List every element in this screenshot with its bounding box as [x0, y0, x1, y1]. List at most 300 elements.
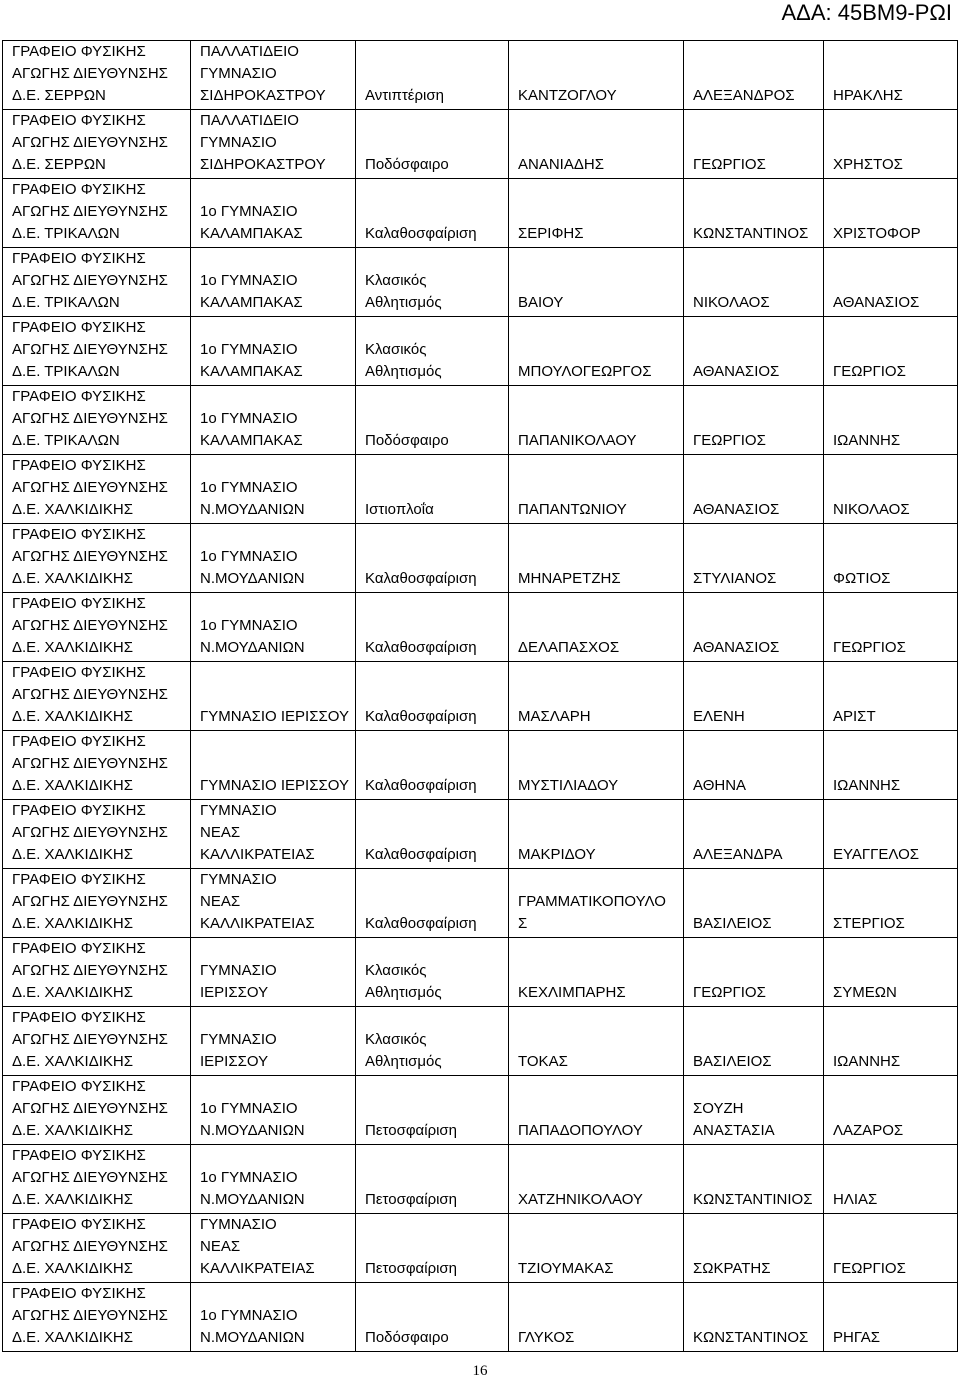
cell-line: ΑΓΩΓΗΣ ΔΙΕΥΘΥΝΣΗΣ — [12, 1031, 168, 1048]
sport-cell — [356, 179, 509, 248]
cell-line: ΑΓΩΓΗΣ ΔΙΕΥΘΥΝΣΗΣ — [12, 893, 168, 910]
office-cell — [3, 524, 191, 593]
cell-line: Καλαθοσφαίριση — [365, 777, 477, 794]
cell-line: ΓΡΑΦΕΙΟ ΦΥΣΙΚΗΣ — [12, 319, 146, 336]
office-cell — [3, 386, 191, 455]
surname-cell — [509, 938, 684, 1007]
cell-line: ΚΩΝΣΤΑΝΤΙΝΟΣ — [693, 1329, 809, 1346]
cell-line: ΓΛΥΚΟΣ — [518, 1329, 575, 1346]
cell-line: Καλαθοσφαίριση — [365, 846, 477, 863]
sport-cell — [356, 731, 509, 800]
cell-line: ΚΑΛΑΜΠΑΚΑΣ — [200, 294, 303, 311]
sport-cell — [356, 1145, 509, 1214]
school-cell — [191, 1007, 356, 1076]
table-row — [3, 1214, 958, 1283]
cell-line: 1ο ΓΥΜΝΑΣΙΟ — [200, 203, 298, 220]
cell-line: ΝΕΑΣ — [200, 824, 241, 841]
fathername-cell — [824, 110, 958, 179]
cell-line: ΚΩΝΣΤΑΝΤΙΝΟΣ — [693, 225, 809, 242]
cell-line: 1ο ΓΥΜΝΑΣΙΟ — [200, 341, 298, 358]
cell-line: ΑΘΑΝΑΣΙΟΣ — [693, 363, 780, 380]
cell-line: Δ.Ε. ΧΑΛΚΙΔΙΚΗΣ — [12, 1329, 134, 1346]
cell-line: ΙΩΑΝΝΗΣ — [833, 777, 901, 794]
cell-line: Δ.Ε. ΧΑΛΚΙΔΙΚΗΣ — [12, 1191, 134, 1208]
cell-line: 1ο ΓΥΜΝΑΣΙΟ — [200, 272, 298, 289]
cell-line: ΓΡΑΦΕΙΟ ΦΥΣΙΚΗΣ — [12, 526, 146, 543]
sport-cell — [356, 317, 509, 386]
teacher-assignments-table — [2, 40, 958, 1352]
surname-cell — [509, 110, 684, 179]
fathername-cell — [824, 1007, 958, 1076]
cell-line: Δ.Ε. ΧΑΛΚΙΔΙΚΗΣ — [12, 1260, 134, 1277]
cell-line: ΓΡΑΦΕΙΟ ΦΥΣΙΚΗΣ — [12, 595, 146, 612]
cell-line: ΙΕΡΙΣΣΟΥ — [200, 984, 269, 1001]
cell-line: ΠΑΛΛΑΤΙΔΕΙΟ — [200, 43, 299, 60]
fathername-cell — [824, 1283, 958, 1352]
office-cell — [3, 1007, 191, 1076]
cell-line: 1ο ΓΥΜΝΑΣΙΟ — [200, 617, 298, 634]
school-cell — [191, 869, 356, 938]
firstname-cell — [684, 248, 824, 317]
cell-line: ΛΑΖΑΡΟΣ — [833, 1122, 904, 1139]
firstname-cell — [684, 41, 824, 110]
table-row — [3, 1076, 958, 1145]
cell-line: ΑΓΩΓΗΣ ΔΙΕΥΘΥΝΣΗΣ — [12, 272, 168, 289]
cell-line: Δ.Ε. ΣΕΡΡΩΝ — [12, 87, 106, 104]
cell-line: Σ — [518, 915, 528, 932]
cell-line: ΝΙΚΟΛΑΟΣ — [833, 501, 910, 518]
cell-line: ΙΩΑΝΝΗΣ — [833, 432, 901, 449]
surname-cell — [509, 524, 684, 593]
cell-line: Δ.Ε. ΧΑΛΚΙΔΙΚΗΣ — [12, 501, 134, 518]
sport-cell — [356, 1214, 509, 1283]
cell-line: 1ο ΓΥΜΝΑΣΙΟ — [200, 410, 298, 427]
cell-line: ΓΕΩΡΓΙΟΣ — [833, 363, 906, 380]
table-row — [3, 869, 958, 938]
cell-line: Αντιπτέριση — [365, 87, 444, 104]
cell-line: Ποδόσφαιρο — [365, 432, 449, 449]
cell-line: ΝΕΑΣ — [200, 893, 241, 910]
cell-line: ΑΝΑΝΙΑΔΗΣ — [518, 156, 604, 173]
cell-line: 1ο ΓΥΜΝΑΣΙΟ — [200, 548, 298, 565]
cell-line: Δ.Ε. ΤΡΙΚΑΛΩΝ — [12, 294, 120, 311]
cell-line: ΣΤΕΡΓΙΟΣ — [833, 915, 905, 932]
sport-cell — [356, 1076, 509, 1145]
cell-line: ΓΡΑΦΕΙΟ ΦΥΣΙΚΗΣ — [12, 940, 146, 957]
cell-line: ΚΕΧΛΙΜΠΑΡΗΣ — [518, 984, 626, 1001]
office-cell — [3, 179, 191, 248]
fathername-cell — [824, 662, 958, 731]
cell-line: ΑΓΩΓΗΣ ΔΙΕΥΘΥΝΣΗΣ — [12, 962, 168, 979]
cell-line: ΠΑΛΛΑΤΙΔΕΙΟ — [200, 112, 299, 129]
cell-line: Κλασικός — [365, 341, 427, 358]
cell-line: ΚΑΛΛΙΚΡΑΤΕΙΑΣ — [200, 846, 315, 863]
cell-line: ΑΛΕΞΑΝΔΡΑ — [693, 846, 783, 863]
fathername-cell — [824, 455, 958, 524]
cell-line: ΓΥΜΝΑΣΙΟ — [200, 1216, 277, 1233]
cell-line: Ποδόσφαιρο — [365, 1329, 449, 1346]
cell-line: ΓΥΜΝΑΣΙΟ — [200, 962, 277, 979]
fathername-cell — [824, 248, 958, 317]
fathername-cell — [824, 386, 958, 455]
cell-line: ΑΘΗΝΑ — [693, 777, 747, 794]
cell-line: ΚΑΛΑΜΠΑΚΑΣ — [200, 432, 303, 449]
cell-line: ΣΥΜΕΩΝ — [833, 984, 897, 1001]
sport-cell — [356, 110, 509, 179]
surname-cell — [509, 869, 684, 938]
surname-cell — [509, 1145, 684, 1214]
cell-line: Αθλητισμός — [365, 363, 442, 380]
cell-line: ΑΓΩΓΗΣ ΔΙΕΥΘΥΝΣΗΣ — [12, 824, 168, 841]
cell-line: Αθλητισμός — [365, 1053, 442, 1070]
cell-line: Ν.ΜΟΥΔΑΝΙΩΝ — [200, 501, 305, 518]
sport-cell — [356, 1283, 509, 1352]
office-cell — [3, 938, 191, 1007]
firstname-cell — [684, 938, 824, 1007]
cell-line: ΑΓΩΓΗΣ ΔΙΕΥΘΥΝΣΗΣ — [12, 1100, 168, 1117]
surname-cell — [509, 593, 684, 662]
office-cell — [3, 869, 191, 938]
firstname-cell — [684, 662, 824, 731]
firstname-cell — [684, 869, 824, 938]
cell-line: ΓΥΜΝΑΣΙΟ ΙΕΡΙΣΣΟΥ — [200, 708, 349, 725]
cell-line: ΣΙΔΗΡΟΚΑΣΤΡΟΥ — [200, 87, 326, 104]
table-row — [3, 731, 958, 800]
cell-line: ΙΕΡΙΣΣΟΥ — [200, 1053, 269, 1070]
firstname-cell — [684, 593, 824, 662]
cell-line: ΑΓΩΓΗΣ ΔΙΕΥΘΥΝΣΗΣ — [12, 410, 168, 427]
cell-line: Κλασικός — [365, 1031, 427, 1048]
cell-line: ΚΑΝΤΖΟΓΛΟΥ — [518, 87, 617, 104]
cell-line: ΑΓΩΓΗΣ ΔΙΕΥΘΥΝΣΗΣ — [12, 548, 168, 565]
office-cell — [3, 662, 191, 731]
table-row — [3, 662, 958, 731]
cell-line: ΠΑΠΑΝΙΚΟΛΑΟΥ — [518, 432, 637, 449]
cell-line: ΑΘΑΝΑΣΙΟΣ — [693, 501, 780, 518]
cell-line: ΑΓΩΓΗΣ ΔΙΕΥΘΥΝΣΗΣ — [12, 203, 168, 220]
table-row — [3, 1007, 958, 1076]
office-cell — [3, 110, 191, 179]
cell-line: ΓΡΑΦΕΙΟ ΦΥΣΙΚΗΣ — [12, 457, 146, 474]
cell-line: ΓΡΑΦΕΙΟ ΦΥΣΙΚΗΣ — [12, 250, 146, 267]
cell-line: Ποδόσφαιρο — [365, 156, 449, 173]
surname-cell — [509, 800, 684, 869]
fathername-cell — [824, 1214, 958, 1283]
cell-line: ΝΙΚΟΛΑΟΣ — [693, 294, 770, 311]
sport-cell — [356, 1007, 509, 1076]
cell-line: ΚΑΛΑΜΠΑΚΑΣ — [200, 363, 303, 380]
cell-line: Ν.ΜΟΥΔΑΝΙΩΝ — [200, 1122, 305, 1139]
cell-line: Δ.Ε. ΧΑΛΚΙΔΙΚΗΣ — [12, 708, 134, 725]
school-cell — [191, 455, 356, 524]
firstname-cell — [684, 455, 824, 524]
fathername-cell — [824, 317, 958, 386]
cell-line: Δ.Ε. ΧΑΛΚΙΔΙΚΗΣ — [12, 1122, 134, 1139]
firstname-cell — [684, 1214, 824, 1283]
table-row — [3, 524, 958, 593]
cell-line: ΗΛΙΑΣ — [833, 1191, 878, 1208]
cell-line: ΓΥΜΝΑΣΙΟ — [200, 65, 277, 82]
cell-line: Ν.ΜΟΥΔΑΝΙΩΝ — [200, 570, 305, 587]
surname-cell — [509, 1283, 684, 1352]
cell-line: ΑΓΩΓΗΣ ΔΙΕΥΘΥΝΣΗΣ — [12, 1169, 168, 1186]
surname-cell — [509, 1007, 684, 1076]
school-cell — [191, 731, 356, 800]
cell-line: Δ.Ε. ΧΑΛΚΙΔΙΚΗΣ — [12, 984, 134, 1001]
cell-line: ΑΡΙΣΤ — [833, 708, 876, 725]
table-body — [3, 41, 958, 1352]
cell-line: Δ.Ε. ΧΑΛΚΙΔΙΚΗΣ — [12, 915, 134, 932]
firstname-cell — [684, 1145, 824, 1214]
cell-line: ΧΑΤΖΗΝΙΚΟΛΑΟΥ — [518, 1191, 643, 1208]
cell-line: ΑΓΩΓΗΣ ΔΙΕΥΘΥΝΣΗΣ — [12, 1238, 168, 1255]
fathername-cell — [824, 800, 958, 869]
cell-line: Δ.Ε. ΧΑΛΚΙΔΙΚΗΣ — [12, 639, 134, 656]
cell-line: ΑΓΩΓΗΣ ΔΙΕΥΘΥΝΣΗΣ — [12, 479, 168, 496]
firstname-cell — [684, 1283, 824, 1352]
fathername-cell — [824, 1145, 958, 1214]
firstname-cell — [684, 179, 824, 248]
office-cell — [3, 1214, 191, 1283]
cell-line: Ν.ΜΟΥΔΑΝΙΩΝ — [200, 639, 305, 656]
cell-line: ΜΑΣΛΑΡΗ — [518, 708, 591, 725]
cell-line: ΙΩΑΝΝΗΣ — [833, 1053, 901, 1070]
cell-line: ΓΡΑΦΕΙΟ ΦΥΣΙΚΗΣ — [12, 1009, 146, 1026]
school-cell — [191, 938, 356, 1007]
office-cell — [3, 248, 191, 317]
cell-line: ΡΗΓΑΣ — [833, 1329, 880, 1346]
cell-line: Δ.Ε. ΧΑΛΚΙΔΙΚΗΣ — [12, 570, 134, 587]
cell-line: ΑΘΑΝΑΣΙΟΣ — [693, 639, 780, 656]
firstname-cell — [684, 731, 824, 800]
cell-line: Πετοσφαίριση — [365, 1122, 458, 1139]
fathername-cell — [824, 179, 958, 248]
fathername-cell — [824, 593, 958, 662]
cell-line: 1ο ΓΥΜΝΑΣΙΟ — [200, 1100, 298, 1117]
cell-line: ΓΥΜΝΑΣΙΟ ΙΕΡΙΣΣΟΥ — [200, 777, 349, 794]
surname-cell — [509, 386, 684, 455]
cell-line: ΣΩΚΡΑΤΗΣ — [693, 1260, 771, 1277]
cell-line: ΓΡΑΦΕΙΟ ΦΥΣΙΚΗΣ — [12, 43, 146, 60]
cell-line: ΓΕΩΡΓΙΟΣ — [693, 984, 766, 1001]
cell-line: ΦΩΤΙΟΣ — [833, 570, 891, 587]
cell-line: ΓΡΑΦΕΙΟ ΦΥΣΙΚΗΣ — [12, 1216, 146, 1233]
table-row — [3, 317, 958, 386]
cell-line: ΑΝΑΣΤΑΣΙΑ — [693, 1122, 775, 1139]
cell-line: ΚΑΛΑΜΠΑΚΑΣ — [200, 225, 303, 242]
cell-line: ΤΖΙΟΥΜΑΚΑΣ — [518, 1260, 614, 1277]
office-cell — [3, 1076, 191, 1145]
sport-cell — [356, 593, 509, 662]
cell-line: Πετοσφαίριση — [365, 1260, 458, 1277]
table-row — [3, 41, 958, 110]
cell-line: ΓΡΑΦΕΙΟ ΦΥΣΙΚΗΣ — [12, 112, 146, 129]
office-cell — [3, 731, 191, 800]
school-cell — [191, 317, 356, 386]
cell-line: ΣΕΡΙΦΗΣ — [518, 225, 584, 242]
fathername-cell — [824, 1076, 958, 1145]
cell-line: ΓΡΑΦΕΙΟ ΦΥΣΙΚΗΣ — [12, 388, 146, 405]
cell-line: ΚΩΝΣΤΑΝΤΙΝΙΟΣ — [693, 1191, 813, 1208]
cell-line: Δ.Ε. ΧΑΛΚΙΔΙΚΗΣ — [12, 1053, 134, 1070]
cell-line: ΠΑΠΑΝΤΩΝΙΟΥ — [518, 501, 627, 518]
cell-line: ΓΥΜΝΑΣΙΟ — [200, 871, 277, 888]
cell-line: ΓΡΑΦΕΙΟ ΦΥΣΙΚΗΣ — [12, 664, 146, 681]
cell-line: ΑΓΩΓΗΣ ΔΙΕΥΘΥΝΣΗΣ — [12, 755, 168, 772]
school-cell — [191, 662, 356, 731]
cell-line: Καλαθοσφαίριση — [365, 570, 477, 587]
surname-cell — [509, 41, 684, 110]
sport-cell — [356, 800, 509, 869]
school-cell — [191, 524, 356, 593]
cell-line: ΤΟΚΑΣ — [518, 1053, 568, 1070]
surname-cell — [509, 179, 684, 248]
cell-line: ΗΡΑΚΛΗΣ — [833, 87, 903, 104]
cell-line: ΜΑΚΡΙΔΟΥ — [518, 846, 596, 863]
cell-line: Αθλητισμός — [365, 984, 442, 1001]
cell-line: Δ.Ε. ΧΑΛΚΙΔΙΚΗΣ — [12, 846, 134, 863]
cell-line: ΧΡΙΣΤΟΦΟΡ — [833, 225, 921, 242]
cell-line: ΓΡΑΦΕΙΟ ΦΥΣΙΚΗΣ — [12, 181, 146, 198]
sport-cell — [356, 869, 509, 938]
fathername-cell — [824, 869, 958, 938]
cell-line: ΑΓΩΓΗΣ ΔΙΕΥΘΥΝΣΗΣ — [12, 1307, 168, 1324]
sport-cell — [356, 662, 509, 731]
cell-line: ΓΥΜΝΑΣΙΟ — [200, 1031, 277, 1048]
table-row — [3, 248, 958, 317]
cell-line: ΑΓΩΓΗΣ ΔΙΕΥΘΥΝΣΗΣ — [12, 65, 168, 82]
cell-line: Ιστιοπλοΐα — [365, 501, 434, 518]
sport-cell — [356, 41, 509, 110]
cell-line: ΑΓΩΓΗΣ ΔΙΕΥΘΥΝΣΗΣ — [12, 134, 168, 151]
firstname-cell — [684, 386, 824, 455]
school-cell — [191, 593, 356, 662]
cell-line: ΓΡΑΦΕΙΟ ΦΥΣΙΚΗΣ — [12, 1147, 146, 1164]
sport-cell — [356, 386, 509, 455]
cell-line: ΒΑΣΙΛΕΙΟΣ — [693, 1053, 772, 1070]
surname-cell — [509, 317, 684, 386]
school-cell — [191, 386, 356, 455]
school-cell — [191, 1214, 356, 1283]
cell-line: ΧΡΗΣΤΟΣ — [833, 156, 903, 173]
cell-line: Δ.Ε. ΣΕΡΡΩΝ — [12, 156, 106, 173]
office-cell — [3, 1283, 191, 1352]
cell-line: ΕΛΕΝΗ — [693, 708, 745, 725]
cell-line: ΓΕΩΡΓΙΟΣ — [693, 432, 766, 449]
cell-line: ΓΡΑΦΕΙΟ ΦΥΣΙΚΗΣ — [12, 802, 146, 819]
surname-cell — [509, 731, 684, 800]
cell-line: ΓΡΑΦΕΙΟ ΦΥΣΙΚΗΣ — [12, 1285, 146, 1302]
cell-line: Κλασικός — [365, 962, 427, 979]
sport-cell — [356, 524, 509, 593]
surname-cell — [509, 248, 684, 317]
sport-cell — [356, 248, 509, 317]
cell-line: Καλαθοσφαίριση — [365, 708, 477, 725]
office-cell — [3, 1145, 191, 1214]
cell-line: ΑΓΩΓΗΣ ΔΙΕΥΘΥΝΣΗΣ — [12, 617, 168, 634]
cell-line: ΝΕΑΣ — [200, 1238, 241, 1255]
cell-line: ΚΑΛΛΙΚΡΑΤΕΙΑΣ — [200, 1260, 315, 1277]
school-cell — [191, 248, 356, 317]
cell-line: ΜΥΣΤΙΛΙΑΔΟΥ — [518, 777, 619, 794]
cell-line: Ν.ΜΟΥΔΑΝΙΩΝ — [200, 1329, 305, 1346]
cell-line: Καλαθοσφαίριση — [365, 639, 477, 656]
school-cell — [191, 1145, 356, 1214]
ada-code: ΑΔΑ: 45ΒΜ9-ΡΩΙ — [781, 0, 952, 25]
cell-line: 1ο ΓΥΜΝΑΣΙΟ — [200, 479, 298, 496]
cell-line: ΓΡΑΜΜΑΤΙΚΟΠΟΥΛΟ — [518, 893, 666, 910]
table-row — [3, 455, 958, 524]
table-row — [3, 179, 958, 248]
cell-line: ΚΑΛΛΙΚΡΑΤΕΙΑΣ — [200, 915, 315, 932]
cell-line: Δ.Ε. ΧΑΛΚΙΔΙΚΗΣ — [12, 777, 134, 794]
firstname-cell — [684, 317, 824, 386]
cell-line: ΓΕΩΡΓΙΟΣ — [833, 1260, 906, 1277]
office-cell — [3, 41, 191, 110]
cell-line: ΓΡΑΦΕΙΟ ΦΥΣΙΚΗΣ — [12, 1078, 146, 1095]
cell-line: Αθλητισμός — [365, 294, 442, 311]
cell-line: ΕΥΑΓΓΕΛΟΣ — [833, 846, 920, 863]
school-cell — [191, 41, 356, 110]
cell-line: ΠΑΠΑΔΟΠΟΥΛΟΥ — [518, 1122, 643, 1139]
cell-line: ΜΠΟΥΛΟΓΕΩΡΓΟΣ — [518, 363, 652, 380]
table-row — [3, 386, 958, 455]
cell-line: Καλαθοσφαίριση — [365, 225, 477, 242]
cell-line: ΑΘΑΝΑΣΙΟΣ — [833, 294, 920, 311]
cell-line: ΓΥΜΝΑΣΙΟ — [200, 134, 277, 151]
school-cell — [191, 179, 356, 248]
cell-line: Ν.ΜΟΥΔΑΝΙΩΝ — [200, 1191, 305, 1208]
cell-line: Κλασικός — [365, 272, 427, 289]
cell-line: Δ.Ε. ΤΡΙΚΑΛΩΝ — [12, 225, 120, 242]
cell-line: ΓΥΜΝΑΣΙΟ — [200, 802, 277, 819]
surname-cell — [509, 662, 684, 731]
firstname-cell — [684, 1076, 824, 1145]
table-row — [3, 110, 958, 179]
surname-cell — [509, 455, 684, 524]
cell-line: ΣΙΔΗΡΟΚΑΣΤΡΟΥ — [200, 156, 326, 173]
cell-line: ΑΛΕΞΑΝΔΡΟΣ — [693, 87, 795, 104]
cell-line: ΑΓΩΓΗΣ ΔΙΕΥΘΥΝΣΗΣ — [12, 341, 168, 358]
table-row — [3, 800, 958, 869]
office-cell — [3, 800, 191, 869]
office-cell — [3, 317, 191, 386]
school-cell — [191, 110, 356, 179]
cell-line: ΑΓΩΓΗΣ ΔΙΕΥΘΥΝΣΗΣ — [12, 686, 168, 703]
page-number: 16 — [472, 1363, 488, 1379]
table-row — [3, 1283, 958, 1352]
cell-line: ΓΡΑΦΕΙΟ ΦΥΣΙΚΗΣ — [12, 871, 146, 888]
cell-line: ΜΗΝΑΡΕΤΖΗΣ — [518, 570, 621, 587]
cell-line: Καλαθοσφαίριση — [365, 915, 477, 932]
cell-line: Πετοσφαίριση — [365, 1191, 458, 1208]
cell-line: ΒΑΣΙΛΕΙΟΣ — [693, 915, 772, 932]
cell-line: ΓΕΩΡΓΙΟΣ — [693, 156, 766, 173]
table-row — [3, 1145, 958, 1214]
cell-line: ΒΑΙΟΥ — [518, 294, 564, 311]
office-cell — [3, 593, 191, 662]
school-cell — [191, 1076, 356, 1145]
fathername-cell — [824, 938, 958, 1007]
cell-line: ΣΟΥΖΗ — [693, 1100, 744, 1117]
school-cell — [191, 1283, 356, 1352]
fathername-cell — [824, 731, 958, 800]
cell-line: ΣΤΥΛΙΑΝΟΣ — [693, 570, 777, 587]
sport-cell — [356, 455, 509, 524]
school-cell — [191, 800, 356, 869]
surname-cell — [509, 1076, 684, 1145]
fathername-cell — [824, 524, 958, 593]
